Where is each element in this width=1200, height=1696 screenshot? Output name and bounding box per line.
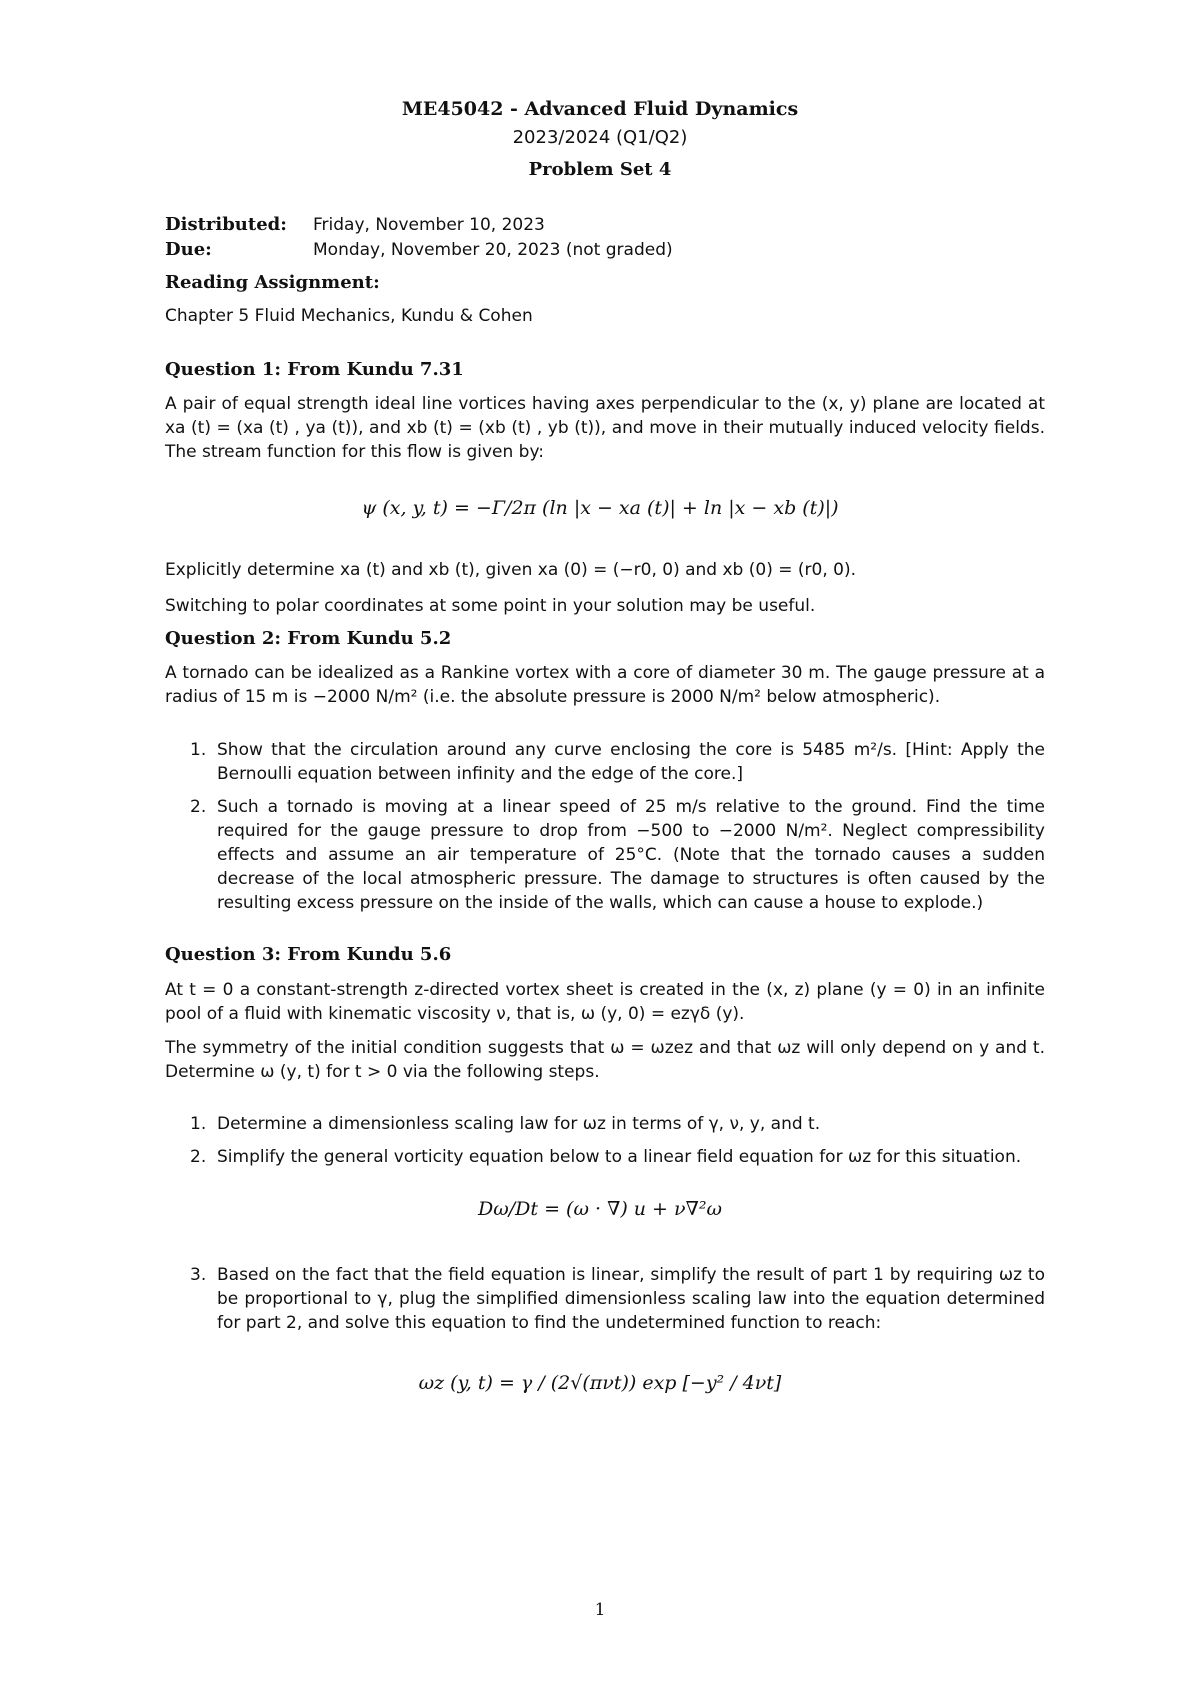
- due-label: Due:: [165, 239, 212, 260]
- q2-item-2-number: 2.: [190, 797, 207, 817]
- q3-solution-equation: ωz (y, t) = γ / (2√(πνt)) exp [−y² / 4νt]: [418, 1372, 782, 1394]
- academic-year: 2023/2024 (Q1/Q2): [512, 127, 688, 148]
- reading-label: Reading Assignment:: [165, 272, 380, 293]
- q2-item-1-text: Show that the circulation around any curve enclosing the core is 5485 m²/s. [Hint: Apply the Bernoulli equation between infinity and the edge of the core.]: [217, 740, 1045, 784]
- q3-vorticity-equation: Dω/Dt = (ω · ∇) u + ν∇²ω: [478, 1198, 722, 1220]
- q3-item-3-number: 3.: [190, 1265, 207, 1285]
- q1-heading: Question 1: From Kundu 7.31: [165, 359, 464, 380]
- problem-set-title: Problem Set 4: [528, 159, 672, 180]
- q3-item-3: [190, 1263, 1045, 1335]
- due-row: [165, 239, 673, 260]
- q1-equation: ψ (x, y, t) = −Γ/2π (ln |x − xa (t)| + ln |x − xb (t)|): [361, 497, 839, 519]
- distributed-label: Distributed:: [165, 214, 287, 235]
- q3-intro: At t = 0 a constant-strength z-directed vortex sheet is created in the (x, z) plane (y = 0) in an infinite pool of a fluid with kinematic viscosity ν, that is, ω (y, 0) = ezγδ (y).: [165, 980, 1045, 1024]
- q2-item-2: [190, 795, 1045, 915]
- q1-task: Explicitly determine xa (t) and xb (t), given xa (0) = (−r0, 0) and xb (0) = (r0, 0).: [165, 560, 856, 580]
- q3-para2: The symmetry of the initial condition suggests that ω = ωzez and that ωz will only depend on y and t. Determine ω (y, t) for t > 0 via the following steps.: [165, 1038, 1045, 1082]
- q3-item-1-text: Determine a dimensionless scaling law for ωz in terms of γ, ν, y, and t.: [217, 1114, 821, 1134]
- page-number: 1: [594, 1600, 606, 1620]
- q2-item-1: [190, 738, 1045, 786]
- q3-item-2-text: Simplify the general vorticity equation below to a linear field equation for ωz for this situation.: [217, 1147, 1022, 1167]
- reading-value: Chapter 5 Fluid Mechanics, Kundu & Cohen: [165, 306, 533, 326]
- q3-item-2-number: 2.: [190, 1147, 207, 1167]
- distributed-value: Friday, November 10, 2023: [313, 215, 545, 235]
- distributed-row: [165, 214, 545, 235]
- q3-item-3-text: Based on the fact that the field equation is linear, simplify the result of part 1 by requiring ωz to be proportional to γ, plug the simplified dimensionless scaling law into the equation determined for part 2, and solve this equation to find the undetermined function to reach:: [217, 1265, 1045, 1333]
- q3-heading: Question 3: From Kundu 5.6: [165, 944, 452, 965]
- q2-intro: A tornado can be idealized as a Rankine vortex with a core of diameter 30 m. The gauge pressure at a radius of 15 m is −2000 N/m² (i.e. the absolute pressure is 2000 N/m² below atmospheric).: [165, 663, 1045, 707]
- q2-item-1-number: 1.: [190, 740, 207, 760]
- q3-item-1-number: 1.: [190, 1114, 207, 1134]
- q2-item-2-text: Such a tornado is moving at a linear speed of 25 m/s relative to the ground. Find the time required for the gauge pressure to drop from −500 to −2000 N/m². Neglect compressibility effects and assume an air temperature of 25°C. (Note that the tornado causes a sudden decrease of the local atmospheric pressure. The damage to structures is often caused by the resulting excess pressure on the inside of the walls, which can cause a house to explode.): [217, 797, 1045, 913]
- q2-heading: Question 2: From Kundu 5.2: [165, 628, 452, 649]
- q3-item-2: [190, 1145, 1045, 1169]
- q1-intro: A pair of equal strength ideal line vortices having axes perpendicular to the (x, y) plane are located at xa (t) = (xa (t) , ya (t)), and xb (t) = (xb (t) , yb (t)), and move in their mutually induced velocity fields. The stream function for this flow is given by:: [165, 394, 1045, 462]
- course-title: ME45042 - Advanced Fluid Dynamics: [401, 98, 799, 120]
- q3-item-1: [190, 1112, 1045, 1136]
- due-value: Monday, November 20, 2023 (not graded): [313, 240, 673, 260]
- q1-hint: Switching to polar coordinates at some point in your solution may be useful.: [165, 596, 816, 616]
